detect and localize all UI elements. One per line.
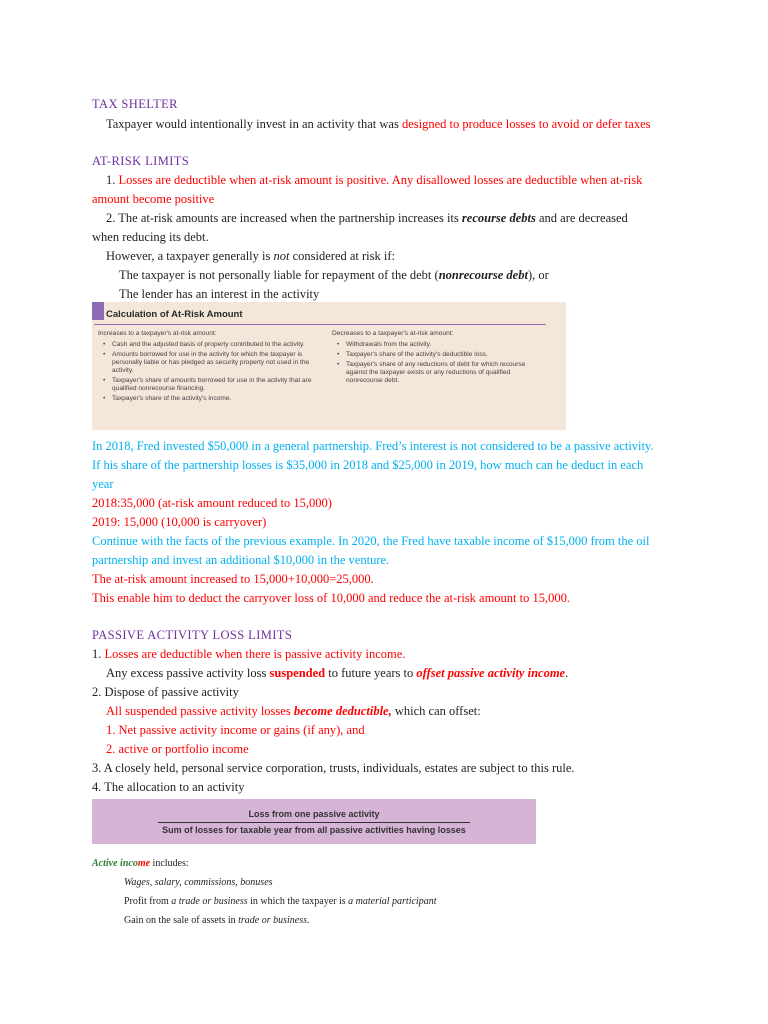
table-tab-marker bbox=[92, 302, 104, 320]
p1b-prefix: Any excess passive activity loss bbox=[106, 666, 270, 680]
passive-item4: 4. The allocation to an activity bbox=[92, 780, 245, 794]
formula-denominator: Sum of losses for taxable year from all passive activities having losses bbox=[162, 825, 466, 835]
not-term: not bbox=[273, 249, 290, 263]
answer-at-risk-increase: The at-risk amount increased to 15,000+10,000=25,000. bbox=[92, 572, 374, 586]
decrease-item: • Taxpayer's share of the activity's deductible loss. bbox=[346, 351, 547, 359]
passive-item1b bbox=[106, 665, 568, 681]
cond1-suffix: ), or bbox=[527, 268, 549, 282]
passive-item2c: 1. Net passive activity income or gains (if any), and bbox=[106, 723, 365, 737]
passive-item2d: 2. active or portfolio income bbox=[106, 742, 249, 756]
passive-item2b bbox=[106, 703, 481, 719]
fraction-bar bbox=[158, 822, 470, 823]
decreases-column bbox=[332, 330, 547, 387]
item2-mid: in which the taxpayer is bbox=[247, 896, 349, 907]
decrease-item: • Taxpayer's share of any reductions of debt for which recourse against the taxpayer exists or any reductions of qualified nonrecourse debt. bbox=[346, 361, 547, 386]
example-line3: year bbox=[92, 477, 114, 491]
passive-item1 bbox=[92, 646, 405, 662]
example-line1: In 2018, Fred invested $50,000 in a general partnership. Fred’s interest is not considered to be a passive activity. bbox=[92, 439, 654, 453]
decrease-item: • Withdrawals from the activity. bbox=[346, 341, 547, 349]
continue-line1: Continue with the facts of the previous example. In 2020, the Fred have taxable income of $15,000 from the oil bbox=[92, 534, 650, 548]
however-suffix: considered at risk if: bbox=[289, 249, 395, 263]
answer-2019: 2019: 15,000 (10,000 is carryover) bbox=[92, 515, 267, 529]
active-income-item2 bbox=[124, 895, 437, 908]
at-risk-item1-line2: amount become positive bbox=[92, 192, 215, 206]
increases-header: Increases to a taxpayer's at-risk amount: bbox=[98, 330, 217, 337]
tax-shelter-text: Taxpayer would intentionally invest in an activity that was bbox=[106, 117, 402, 131]
however-prefix: However, a taxpayer generally is bbox=[106, 249, 274, 263]
at-risk-calculation-table bbox=[92, 302, 566, 430]
example-line2: If his share of the partnership losses is $35,000 in 2018 and $25,000 in 2019, how much can he deduct in each bbox=[92, 458, 644, 472]
passive-item1-text: Losses are deductible when there is passive activity income. bbox=[104, 647, 406, 661]
tax-shelter-line bbox=[106, 116, 650, 132]
item2-suffix: and are decreased bbox=[535, 211, 628, 225]
trade-or-business-term: trade or business bbox=[238, 915, 308, 926]
increase-item: • Taxpayer's share of amounts borrowed for use in the activity that are qualified nonrecourse financing. bbox=[112, 377, 318, 393]
become-deductible-term: become deductible, bbox=[293, 704, 392, 718]
increase-item: • Cash and the adjusted basis of property contributed to the activity. bbox=[112, 341, 318, 349]
answer-2018: 2018:35,000 (at-risk amount reduced to 15,000) bbox=[92, 496, 332, 510]
passive-item3: 3. A closely held, personal service corporation, trusts, individuals, estates are subject to this rule. bbox=[92, 761, 575, 775]
increase-item: • Taxpayer's share of the activity's income. bbox=[112, 395, 318, 403]
at-risk-item1-text: Losses are deductible when at-risk amount is positive. Any disallowed losses are deductible when at-risk bbox=[118, 173, 643, 187]
table-title: Calculation of At-Risk Amount bbox=[106, 309, 243, 320]
tax-shelter-heading: TAX SHELTER bbox=[92, 97, 178, 111]
at-risk-item2-line1 bbox=[106, 210, 628, 226]
tax-shelter-highlight: designed to produce losses to avoid or defer taxes bbox=[401, 117, 651, 131]
p1b-mid: to future years to bbox=[325, 666, 417, 680]
formula-numerator: Loss from one passive activity bbox=[248, 809, 380, 819]
condition-1 bbox=[119, 267, 549, 283]
p1b-suffix: . bbox=[565, 666, 569, 680]
offset-passive-income-term: offset passive activity income bbox=[416, 666, 566, 680]
active-income-suffix: includes: bbox=[150, 858, 189, 869]
table-divider bbox=[94, 324, 546, 325]
item2-prefix: Profit from bbox=[124, 896, 172, 907]
item3-prefix: Gain on the sale of assets in bbox=[124, 915, 239, 926]
allocation-formula bbox=[92, 799, 536, 844]
material-participant-term: a material participant bbox=[348, 896, 437, 907]
cond1-prefix: The taxpayer is not personally liable for repayment of the debt ( bbox=[119, 268, 439, 282]
trade-or-business-term: a trade or business bbox=[171, 896, 248, 907]
p2b-suffix: which can offset: bbox=[391, 704, 481, 718]
active-income-item3 bbox=[124, 914, 310, 927]
item-number: 1. bbox=[106, 173, 119, 187]
active-income-item1: Wages, salary, commissions, bonuses bbox=[124, 877, 273, 888]
increase-item: • Amounts borrowed for use in the activity for which the taxpayer is personally liable or has pledged as security property not used in the activity. bbox=[112, 351, 318, 376]
nonrecourse-debt-term: nonrecourse debt bbox=[438, 268, 528, 282]
however-line bbox=[106, 248, 395, 264]
increases-column bbox=[98, 330, 318, 405]
answer-carryover: This enable him to deduct the carryover loss of 10,000 and reduce the at-risk amount to 15,000. bbox=[92, 591, 570, 605]
item3-suffix: . bbox=[307, 915, 310, 926]
suspended-term: suspended bbox=[269, 666, 326, 680]
passive-heading: PASSIVE ACTIVITY LOSS LIMITS bbox=[92, 628, 293, 642]
continue-line2: partnership and invest an additional $10,000 in the venture. bbox=[92, 553, 390, 567]
p2b-prefix: All suspended passive activity losses bbox=[106, 704, 294, 718]
at-risk-item1-line1 bbox=[106, 172, 642, 188]
active-income-term: Active inco bbox=[92, 858, 138, 869]
active-income-term-end: me bbox=[137, 858, 151, 869]
decreases-header: Decreases to a taxpayer's at-risk amount: bbox=[332, 330, 454, 337]
recourse-debts-term: recourse debts bbox=[461, 211, 536, 225]
at-risk-heading: AT-RISK LIMITS bbox=[92, 154, 190, 168]
at-risk-item2-line2: when reducing its debt. bbox=[92, 230, 209, 244]
active-income-label bbox=[92, 857, 189, 870]
item2-prefix: 2. The at-risk amounts are increased when the partnership increases its bbox=[106, 211, 462, 225]
passive-item2: 2. Dispose of passive activity bbox=[92, 685, 239, 699]
item-number: 1. bbox=[92, 647, 105, 661]
condition-2: The lender has an interest in the activity bbox=[119, 287, 320, 301]
